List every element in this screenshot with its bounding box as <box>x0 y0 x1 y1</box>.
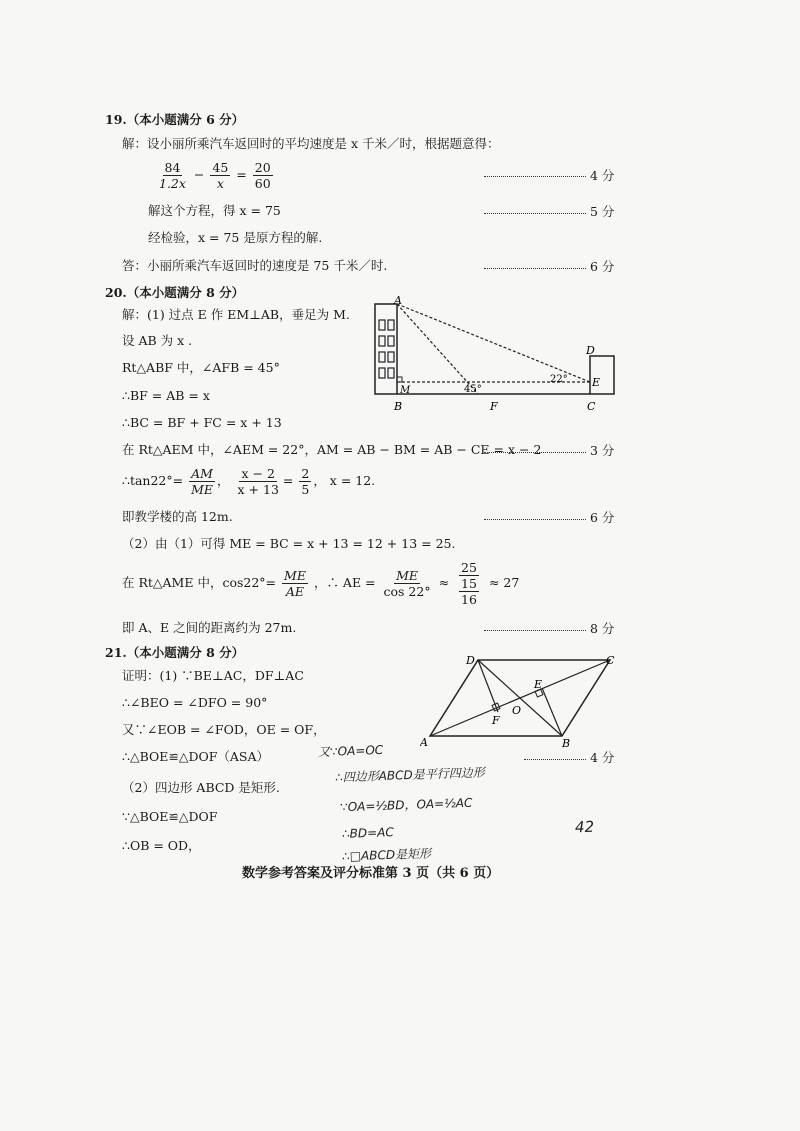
label-o: O <box>512 704 522 717</box>
q19-equals: = <box>236 167 247 182</box>
q20-line5: ∴BC = BF + FC = x + 13 <box>122 415 282 430</box>
q20-cos-f3-den-num: 15 <box>461 576 477 591</box>
handwriting-line4: ∴BD=AC <box>341 825 394 841</box>
q20-line2: 设 AB 为 x . <box>122 333 193 348</box>
q19-answer: 答：小丽所乘汽车返回时的速度是 75 千米／时. <box>122 258 388 273</box>
q20-tan-prefix: ∴tan22°= <box>122 473 184 488</box>
label-b: B <box>562 737 571 750</box>
q21-score1: 4 分 <box>590 750 615 765</box>
q19-check: 经检验，x = 75 是原方程的解. <box>148 230 323 245</box>
q20-score2: 6 分 <box>590 510 615 525</box>
q19-dots2 <box>484 213 586 214</box>
q20-line6: 在 Rt△AEM 中，∠AEM = 22°，AM = AB − BM = AB − CE = x − 2 <box>122 442 542 457</box>
q20-cos-f1-den: AE <box>285 584 305 599</box>
q20-dots1 <box>484 452 586 453</box>
q21-figure <box>420 652 620 752</box>
q19-dots3 <box>484 268 586 269</box>
ae-line <box>397 304 590 382</box>
q20-line11: 即 A、E 之间的距离约为 27m. <box>122 620 297 635</box>
q20-dots2 <box>484 519 586 520</box>
q20-cos-result: ≈ 27 <box>488 575 520 590</box>
handwriting-line1: 又∵OA=OC <box>317 742 384 760</box>
q20-cos-f3-den-den: 16 <box>461 592 477 607</box>
label-f: F <box>490 400 498 413</box>
q19-frac3-num: 20 <box>254 160 271 175</box>
q19-frac3-den: 60 <box>254 176 271 191</box>
q20-cos-f2-den: cos 22° <box>383 584 431 599</box>
label-d: D <box>466 654 475 667</box>
q19-intro: 解：设小丽所乘汽车返回时的平均速度是 x 千米／时，根据题意得： <box>122 136 500 151</box>
q19-score1: 4 分 <box>590 168 615 183</box>
angle-45: 45° <box>464 384 482 395</box>
q20-cos-f3-num: 25 <box>461 560 477 575</box>
q20-tan-f3-num: 2 <box>301 466 310 481</box>
q19-dots1 <box>484 176 586 177</box>
q19-equation <box>155 160 275 191</box>
label-d: D <box>586 344 595 357</box>
q20-score3: 8 分 <box>590 621 615 636</box>
q19-solve: 解这个方程，得 x = 75 <box>148 203 281 218</box>
q19-frac2-num: 45 <box>212 160 229 175</box>
handwritten-score: 42 <box>574 817 595 837</box>
building-rect <box>375 304 397 394</box>
q20-tan-f3-den: 5 <box>301 482 310 497</box>
building-windows <box>379 320 394 378</box>
q20-score1: 3 分 <box>590 443 615 458</box>
handwriting-line3: ∵OA=½BD，OA=½AC <box>339 795 473 815</box>
handwriting-line5: ∴□ABCD是矩形 <box>341 846 432 864</box>
q20-tan-equation: ∴tan22°= $\frac{AM}{ME}$ ， $\frac{x - 2}{x + 13}$ = $\frac{2}{5}$ ， x = 12. <box>122 466 376 497</box>
q19-header: 19.（本小题满分 6 分） <box>105 112 245 127</box>
q20-line8: 即教学楼的高 12m. <box>122 509 233 524</box>
label-m: M <box>400 385 411 396</box>
q19-frac1-den: 1.2x <box>159 176 186 191</box>
label-f: F <box>492 714 500 727</box>
q20-line3: Rt△ABF 中，∠AFB = 45° <box>122 360 280 375</box>
q20-tan-f1-num: AM <box>191 466 213 481</box>
q20-dots3 <box>484 630 586 631</box>
q20-header: 20.（本小题满分 8 分） <box>105 285 245 300</box>
page-footer: 数学参考答案及评分标准第 3 页（共 6 页） <box>242 866 500 881</box>
label-e: E <box>534 678 543 691</box>
q20-line4: ∴BF = AB = x <box>122 388 210 403</box>
label-e: E <box>592 376 601 389</box>
q21-line7: ∴OB = OD， <box>122 838 201 853</box>
q20-cos-f2-num: ME <box>396 568 418 583</box>
label-c: C <box>587 400 596 413</box>
q21-header: 21.（本小题满分 8 分） <box>105 645 245 660</box>
q20-line1: 解：(1) 过点 E 作 EM⊥AB，垂足为 M. <box>122 307 350 322</box>
q20-cos-approx: ≈ <box>438 575 450 590</box>
label-a: A <box>394 294 402 307</box>
handwriting-line2: ∴四边形ABCD是平行四边形 <box>334 765 485 785</box>
q20-cos-prefix: 在 Rt△AME 中，cos22°= <box>122 575 277 590</box>
label-c: C <box>606 654 615 667</box>
q21-line3: 又∵∠EOB = ∠FOD，OE = OF， <box>122 722 326 737</box>
q21-line4: ∴△BOE≌△DOF（ASA） <box>122 749 270 764</box>
q20-tan-f1-den: ME <box>191 482 214 497</box>
diagonal-bd <box>478 660 562 736</box>
q21-line5: （2）四边形 ABCD 是矩形. <box>122 780 280 795</box>
label-b: B <box>394 400 403 413</box>
q19-score3: 6 分 <box>590 259 615 274</box>
q19-frac2-den: x <box>216 176 224 191</box>
q20-tan-f2-num: x − 2 <box>241 466 275 481</box>
angle-22: 22° <box>550 374 568 385</box>
q21-line6: ∵△BOE≌△DOF <box>122 809 218 824</box>
label-a: A <box>420 736 428 749</box>
q21-line1: 证明：(1) ∵BE⊥AC，DF⊥AC <box>122 668 304 683</box>
q21-dots1 <box>524 759 586 760</box>
q19-minus: − <box>193 167 205 182</box>
q20-line9: （2）由（1）可得 ME = BC = x + 13 = 12 + 13 = 25. <box>122 536 456 551</box>
af-line <box>397 304 478 394</box>
q20-tan-suffix: x = 12. <box>329 473 376 488</box>
q19-score2: 5 分 <box>590 204 615 219</box>
q20-figure <box>360 292 625 422</box>
q20-cos-mid: ，∴ AE = <box>313 575 376 590</box>
q20-cos-f1-num: ME <box>284 568 306 583</box>
q20-tan-f2-den: x + 13 <box>237 482 279 497</box>
q19-frac1-num: 84 <box>164 160 181 175</box>
segment-be <box>542 688 562 736</box>
q21-line2: ∴∠BEO = ∠DFO = 90° <box>122 695 268 710</box>
q20-cos-equation <box>122 560 519 607</box>
